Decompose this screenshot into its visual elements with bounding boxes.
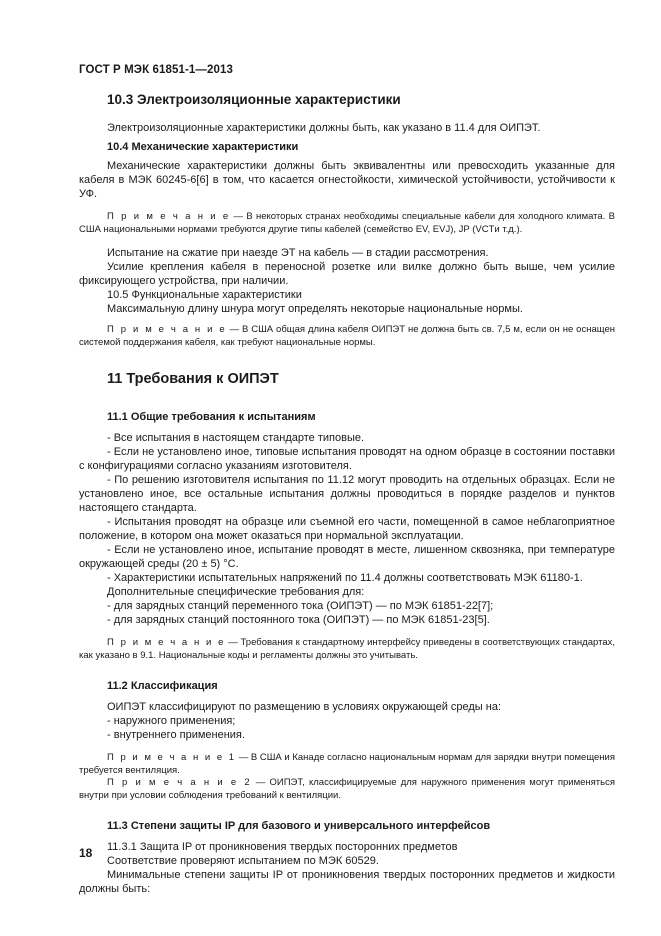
list-item: Минимальные степени защиты IP от проникновения твердых посторонних предметов и жидкости должны быть:	[79, 869, 615, 895]
section-11-3-title: 11.3 Степени защиты IP для базового и универсального интерфейсов	[107, 820, 491, 832]
section-11-1-list	[79, 431, 615, 627]
page-number: 18	[79, 846, 93, 860]
section-10-5-title: 10.5 Функциональные характеристики	[107, 289, 302, 301]
list-item: - Если не установлено иное, испытание проводят в месте, лишенном сквозняка, при температуре окружающей среды (20 ± 5) °С.	[79, 544, 615, 570]
section-10-5-text: Максимальную длину шнура могут определять некоторые национальные нормы.	[107, 303, 523, 315]
section-11-2-title: 11.2 Классификация	[107, 680, 218, 692]
section-11-2-list	[79, 700, 615, 742]
list-item: - Характеристики испытательных напряжений по 11.4 должны соответствовать МЭК 61180-1.	[107, 572, 583, 584]
list-item: - Все испытания в настоящем стандарте типовые.	[107, 432, 365, 444]
section-11-1-note	[79, 637, 615, 662]
list-item: - для зарядных станций переменного тока (ОИПЭТ) — по МЭК 61851-22[7];	[107, 600, 494, 612]
section-10-4-text-2: Испытание на сжатие при наезде ЭТ на кабель — в стадии рассмотрения.	[107, 247, 489, 259]
section-11-title: 11 Требования к ОИПЭТ	[107, 371, 279, 387]
section-10-3-text: Электроизоляционные характеристики должны быть, как указано в 11.4 для ОИПЭТ.	[107, 122, 541, 134]
section-10-4-text: Механические характеристики должны быть эквивалентны или превосходить указанные для кабеля в МЭК 60245-6[6] в том, что касается огнестойкости, химической устойчивости, устойчивости к УФ.	[79, 160, 615, 200]
note-text: — В некоторых странах необходимы специальные кабели для холодного климата. В США национальными нормами требуются другие типы кабелей (семейство EV, EVJ), JP (VCTи т.д.).	[79, 211, 616, 235]
note-label: П р и м е ч а н и е 2	[107, 777, 252, 788]
note-text: — В США и Канаде согласно национальным нормам для зарядки внутри помещения требуется вентиляция.	[79, 752, 616, 776]
standard-header: ГОСТ Р МЭК 61851-1—2013	[79, 64, 233, 76]
list-item: - Испытания проводят на образце или съемной его части, помещенной в самое неблагоприятное положение, в котором она может оказаться при нормальной эксплуатации.	[79, 516, 615, 542]
note-label: П р и м е ч а н и е	[107, 211, 231, 222]
list-item: Соответствие проверяют испытанием по МЭК 60529.	[107, 855, 379, 867]
page-content	[79, 88, 615, 896]
section-10-3-title: 10.3 Электроизоляционные характеристики	[107, 92, 401, 107]
list-item: - Если не установлено иное, типовые испытания проводят на одном образце в состоянии поставки с конфигурациями согласно указаниям изготовителя.	[79, 446, 615, 472]
section-11-2-note-2	[79, 777, 615, 802]
section-10-4-note	[79, 211, 615, 236]
section-11-1-title: 11.1 Общие требования к испытаниям	[107, 411, 316, 423]
note-text: — ОИПЭТ, классифицируемые для наружного применения могут применяться внутри при условии соблюдения требований к вентиляции.	[79, 777, 616, 801]
note-label: П р и м е ч а н и е	[107, 637, 226, 648]
list-item: ОИПЭТ классифицируют по размещению в условиях окружающей среды на:	[107, 701, 502, 713]
note-text: — Требования к стандартному интерфейсу приведены в соответствующих стандартах, как указано в 9.1. Национальные коды и регламенты должны это учитывать.	[79, 637, 616, 661]
list-item: Дополнительные специфические требования для:	[107, 586, 365, 598]
section-10-5-note	[79, 324, 615, 349]
list-item: - наружного применения;	[107, 715, 236, 727]
list-item: - внутреннего применения.	[107, 729, 245, 741]
list-item: 11.3.1 Защита IP от проникновения твердых посторонних предметов	[107, 841, 458, 853]
section-10-4-text-3: Усилие крепления кабеля в переносной розетке или вилке должно быть выше, чем усилие фиксирующего устройства, при наличии.	[79, 261, 615, 287]
note-label: П р и м е ч а н и е 1	[107, 752, 237, 763]
section-11-3-list	[79, 840, 615, 896]
list-item: - для зарядных станций постоянного тока (ОИПЭТ) — по МЭК 61851-23[5].	[107, 614, 490, 626]
list-item: - По решению изготовителя испытания по 11.12 могут проводить на отдельных образцах. Если не установлено иное, все остальные испытания должны проводиться в порядке разделов и пунктов настоящего стандарта.	[79, 474, 615, 514]
note-label: П р и м е ч а н и е	[107, 324, 227, 335]
section-11-2-note-1	[79, 752, 615, 777]
section-10-4-title: 10.4 Механические характеристики	[107, 141, 299, 153]
note-text: — В США общая длина кабеля ОИПЭТ не должна быть св. 7,5 м, если он не оснащен системой поддержания кабеля, как требуют национальные нормы.	[79, 324, 615, 348]
